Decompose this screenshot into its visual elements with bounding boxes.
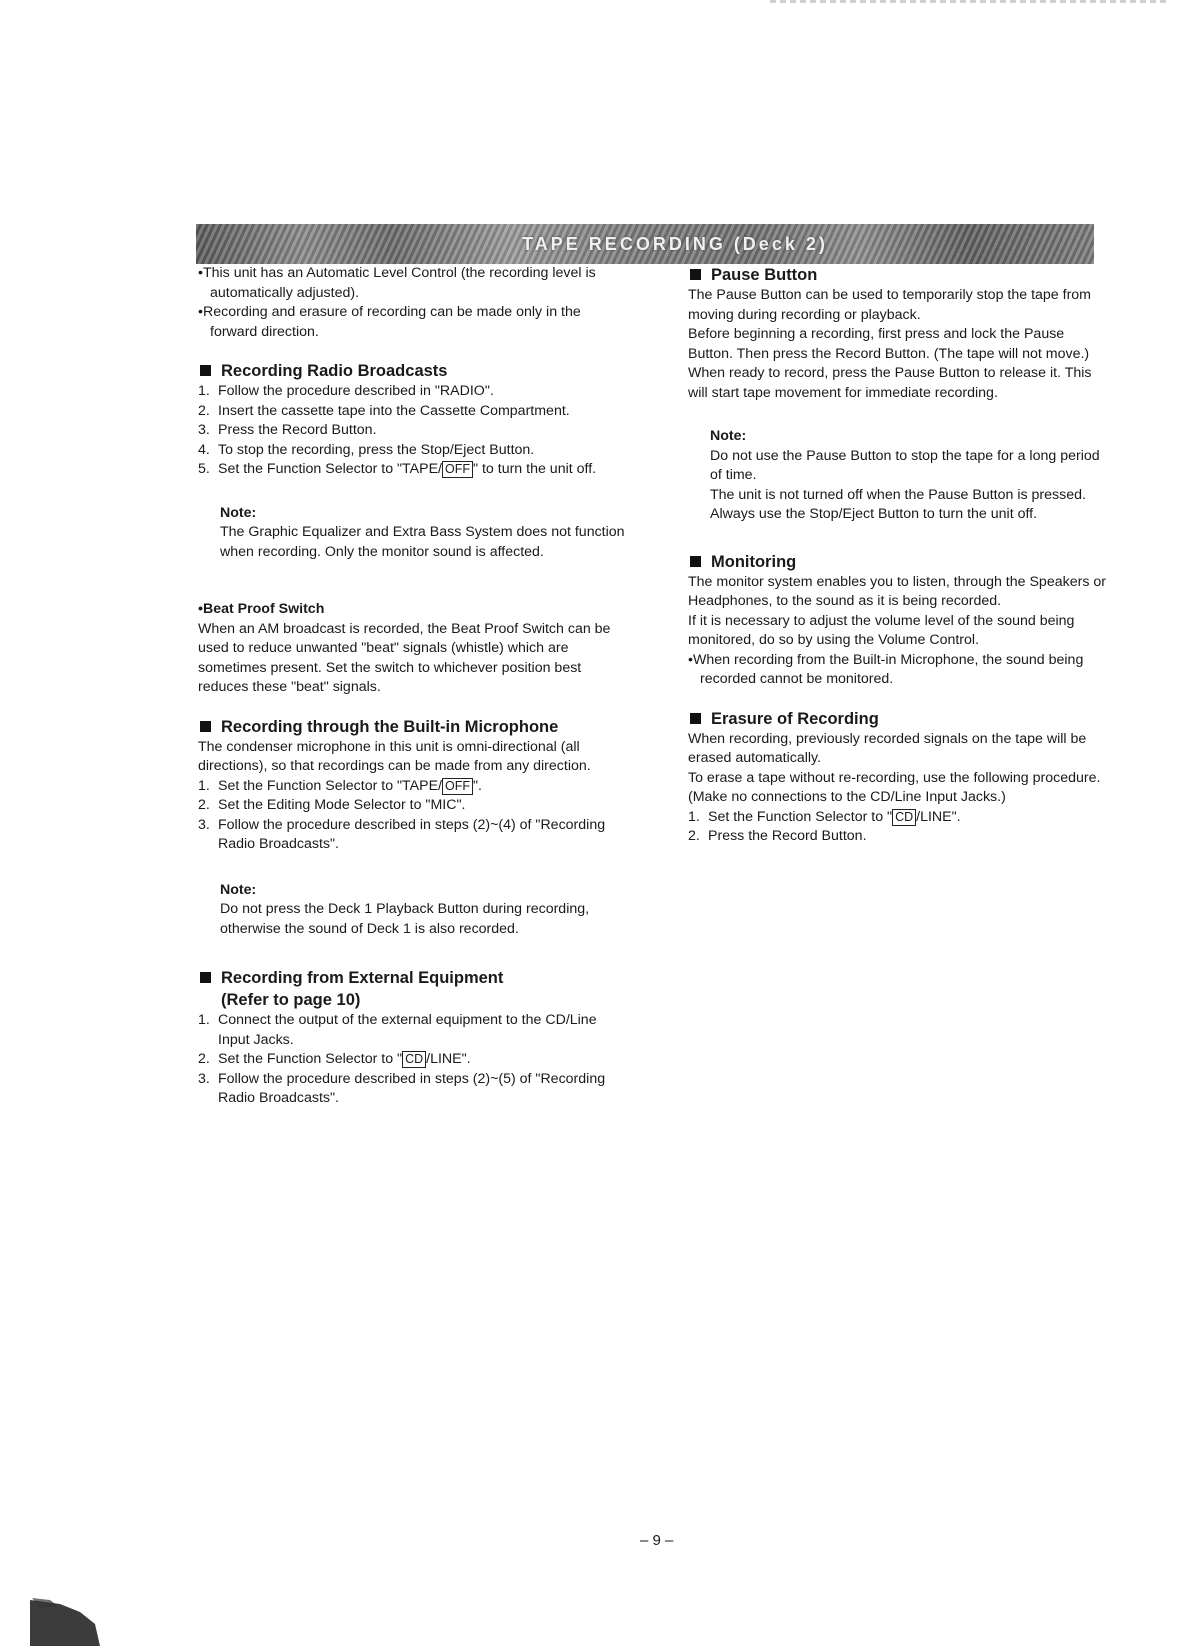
list-item xyxy=(688,827,1106,847)
square-bullet-icon xyxy=(200,972,211,983)
step-text-part: Set the Function Selector to "TAPE/ xyxy=(218,777,442,794)
step-text-part: Set the Function Selector to " xyxy=(708,808,893,825)
step-text-part: Set the Function Selector to "TAPE/ xyxy=(218,461,442,477)
section-erasure xyxy=(688,708,1106,847)
step-text: Press the Record Button. xyxy=(218,422,377,438)
section-external-equipment xyxy=(198,967,628,1109)
heading-line: Recording from External Equipment xyxy=(221,969,504,987)
step-number: 1. xyxy=(198,777,210,794)
step-text xyxy=(218,460,628,480)
banner-title: TAPE RECORDING (Deck 2) xyxy=(522,233,828,254)
step-number: 3. xyxy=(198,816,210,833)
right-column xyxy=(688,264,1106,847)
step-number: 1. xyxy=(198,1012,210,1028)
beat-proof-text: When an AM broadcast is recorded, the Beat Proof Switch can be used to reduce unwanted "beat" signals (whistle) which are sometimes present. Set the switch to whichever position best reduces these "beat" signals. xyxy=(198,620,611,695)
note-text: The unit is not turned off when the Pause Button is pressed. Always use the Stop/Eject Button to turn the unit off. xyxy=(710,486,1086,522)
step-text: Insert the cassette tape into the Cassette Compartment. xyxy=(218,402,570,419)
section-pause-button xyxy=(688,264,1106,525)
square-bullet-icon xyxy=(200,365,211,376)
heading-text xyxy=(221,967,503,1011)
steps-list xyxy=(688,808,1106,847)
left-column xyxy=(198,264,628,1109)
step-text-part: ". xyxy=(473,777,482,794)
step-number: 3. xyxy=(198,422,210,438)
heading-text: Recording Radio Broadcasts xyxy=(221,362,448,380)
section-heading xyxy=(198,360,628,382)
step-text xyxy=(708,808,1106,828)
monitoring-bullet-text: When recording from the Built-in Microphone, the sound being recorded cannot be monitored. xyxy=(692,651,1084,687)
note-title: Note: xyxy=(220,881,257,898)
list-item xyxy=(198,421,628,441)
step-text: Follow the procedure described in "RADIO". xyxy=(218,383,494,399)
section-heading xyxy=(688,264,1106,286)
beat-proof-title: •Beat Proof Switch xyxy=(198,601,325,617)
heading-line: (Refer to page 10) xyxy=(221,991,361,1009)
page-number: – 9 – xyxy=(640,1532,674,1549)
heading-text: Recording through the Built-in Microphone xyxy=(221,717,559,736)
intro-bullet: •This unit has an Automatic Level Control (the recording level is automatically adjusted). xyxy=(198,265,596,301)
section-banner xyxy=(196,224,1094,264)
list-item xyxy=(198,1070,628,1109)
list-item xyxy=(198,796,628,816)
section-monitoring xyxy=(688,551,1106,690)
note-block xyxy=(688,427,1106,525)
off-box-label: OFF xyxy=(442,461,473,478)
heading-text: Pause Button xyxy=(711,266,818,284)
scan-artifact-line xyxy=(770,0,1170,3)
step-text-part: Set the Function Selector to " xyxy=(218,1051,403,1067)
steps-list xyxy=(198,382,628,480)
intro-bullet: •Recording and erasure of recording can be made only in the forward direction. xyxy=(198,304,581,340)
note-text: Do not press the Deck 1 Playback Button during recording, otherwise the sound of Deck 1 is also recorded. xyxy=(220,901,590,937)
steps-list xyxy=(198,1011,628,1109)
step-number: 1. xyxy=(198,383,210,399)
step-text: Follow the procedure described in steps (2)~(4) of "Recording Radio Broadcasts". xyxy=(218,816,606,852)
list-item xyxy=(198,402,628,422)
intro-text: This unit has an Automatic Level Control (the recording level is automatically adjusted). xyxy=(202,265,596,301)
list-item xyxy=(198,382,628,402)
step-number: 2. xyxy=(198,797,210,813)
intro-text: Recording and erasure of recording can be made only in the forward direction. xyxy=(202,304,581,340)
note-text: Do not use the Pause Button to stop the tape for a long period of time. xyxy=(710,447,1100,483)
square-bullet-icon xyxy=(690,269,701,280)
note-text: The Graphic Equalizer and Extra Bass System does not function when recording. Only the monitor sound is affected. xyxy=(220,524,625,560)
erasure-text: To erase a tape without re-recording, use the following procedure. (Make no connections to the CD/Line Input Jacks.) xyxy=(688,769,1101,805)
step-number: 3. xyxy=(198,1070,210,1087)
scan-smudge-mark xyxy=(0,1590,110,1646)
step-number: 2. xyxy=(198,402,210,419)
mic-intro-text: The condenser microphone in this unit is omni-directional (all directions), so that recordings can be made from any direction. xyxy=(198,738,591,774)
steps-list xyxy=(198,777,628,855)
note-title: Note: xyxy=(710,428,747,444)
note-block xyxy=(198,504,628,563)
cd-box-label: CD xyxy=(892,809,916,826)
square-bullet-icon xyxy=(690,556,701,567)
step-text: Set the Editing Mode Selector to "MIC". xyxy=(218,797,466,813)
pause-text: The Pause Button can be used to temporarily stop the tape from moving during recording or playback. xyxy=(688,287,1091,323)
step-text-part: /LINE". xyxy=(426,1051,471,1067)
off-box-label: OFF xyxy=(442,778,473,795)
section-recording-radio xyxy=(198,360,628,562)
step-text-part: /LINE". xyxy=(916,808,961,825)
step-text xyxy=(218,777,628,797)
step-number: 2. xyxy=(688,828,700,844)
square-bullet-icon xyxy=(690,713,701,724)
section-beat-proof xyxy=(198,600,628,698)
monitoring-text: The monitor system enables you to listen, through the Speakers or Headphones, to the sound as it is being recorded. xyxy=(688,573,1106,609)
section-heading xyxy=(688,551,1106,573)
step-number: 1. xyxy=(688,808,700,825)
list-item xyxy=(198,777,628,797)
list-item xyxy=(198,816,628,855)
list-item xyxy=(688,808,1106,828)
step-text: Press the Record Button. xyxy=(708,828,867,844)
list-item xyxy=(198,441,628,461)
monitoring-text: If it is necessary to adjust the volume level of the sound being monitored, do so by using the Volume Control. xyxy=(688,612,1075,648)
step-number: 2. xyxy=(198,1051,210,1067)
section-heading xyxy=(688,708,1106,730)
list-item xyxy=(198,460,628,480)
list-item xyxy=(198,1050,628,1070)
heading-text: Erasure of Recording xyxy=(711,709,879,728)
step-number: 4. xyxy=(198,441,210,458)
step-text: Follow the procedure described in steps (2)~(5) of "Recording Radio Broadcasts". xyxy=(218,1070,606,1106)
note-title: Note: xyxy=(220,504,257,521)
beat-proof-title-text: Beat Proof Switch xyxy=(202,601,325,617)
step-text: Connect the output of the external equipment to the CD/Line Input Jacks. xyxy=(218,1012,597,1048)
heading-text: Monitoring xyxy=(711,552,797,571)
section-heading xyxy=(198,967,628,1011)
note-block xyxy=(198,881,628,940)
step-text xyxy=(218,1050,628,1070)
step-number: 5. xyxy=(198,461,210,477)
list-item xyxy=(198,1011,628,1050)
erasure-text: When recording, previously recorded signals on the tape will be erased automatically. xyxy=(688,730,1087,766)
step-text: To stop the recording, press the Stop/Eject Button. xyxy=(218,441,535,458)
step-text-part: " to turn the unit off. xyxy=(473,461,597,477)
section-heading xyxy=(198,716,628,738)
section-built-in-mic xyxy=(198,716,628,940)
cd-box-label: CD xyxy=(402,1051,426,1068)
pause-text: Before beginning a recording, first press and lock the Pause Button. Then press the Record Button. (The tape will not move.) When ready to record, press the Pause Button to release it. This will start tape movement for immediate recording. xyxy=(688,326,1092,401)
monitoring-bullet: •When recording from the Built-in Microphone, the sound being recorded cannot be monitored. xyxy=(688,651,1084,687)
square-bullet-icon xyxy=(200,721,211,732)
